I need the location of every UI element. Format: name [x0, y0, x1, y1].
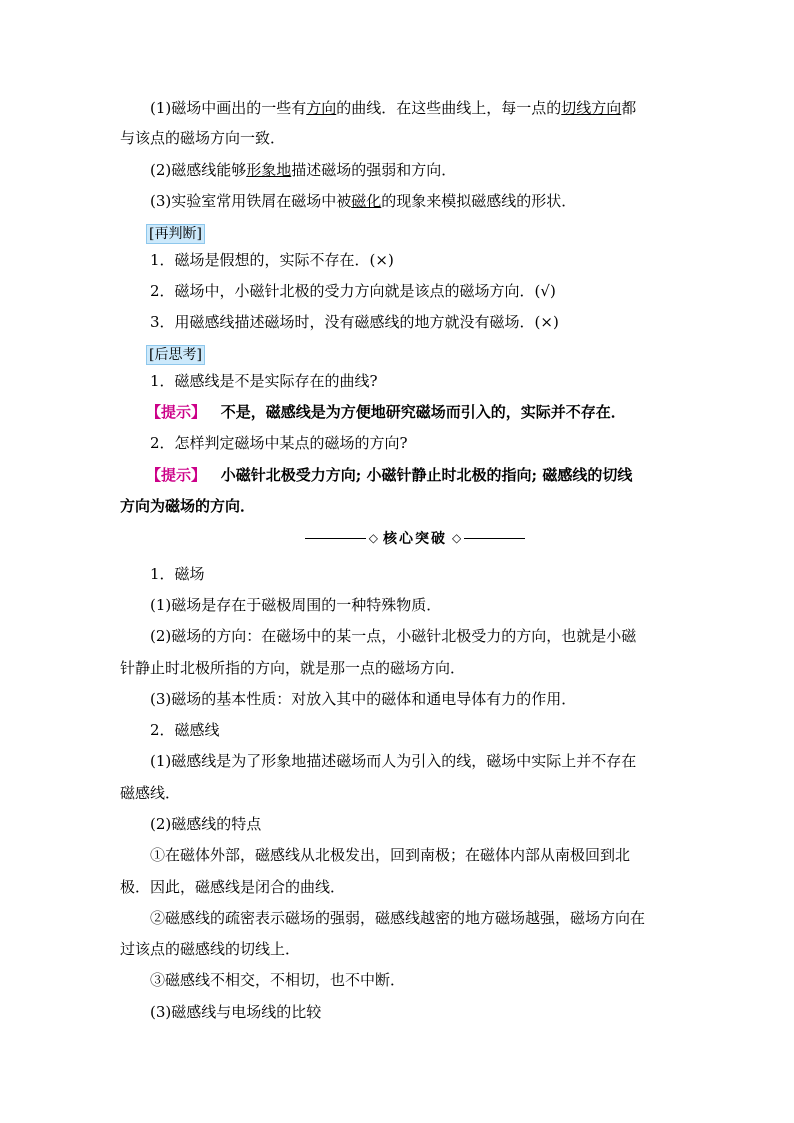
- paragraph-3: [150, 190, 684, 212]
- text: (3)实验室常用铁屑在磁场中被: [150, 192, 352, 210]
- judge-tag: [再判断]: [146, 224, 205, 244]
- core-1-1: (1)磁场是存在于磁极周围的一种特殊物质．: [150, 596, 442, 614]
- underlined-term: 切线方向: [561, 99, 622, 117]
- text: (2)磁感线能够: [150, 161, 247, 179]
- underlined-term: 方向: [306, 99, 337, 117]
- divider: [305, 538, 366, 539]
- text: 都: [621, 99, 637, 117]
- feature-1-line-2: 极．因此，磁感线是闭合的曲线．: [120, 878, 346, 896]
- think-section: [146, 343, 684, 365]
- core-section-header: [305, 528, 525, 548]
- core-1-2-line-1: (2)磁场的方向：在磁场中的某一点，小磁针北极受力的方向，也就是小磁: [150, 627, 637, 645]
- feature-1-line-1: ①在磁体外部，磁感线从北极发出，回到南极；在磁体内部从南极回到北: [150, 846, 631, 864]
- think-answer-1: [146, 401, 684, 423]
- think-question-1: 1．磁感线是不是实际存在的曲线?: [150, 372, 378, 390]
- think-tag: [后思考]: [146, 345, 205, 365]
- answer-text: 小磁针北极受力方向; 小磁针静止时北极的指向; 磁感线的切线: [220, 466, 633, 484]
- think-answer-2-line-2: 方向为磁场的方向．: [120, 497, 256, 515]
- section-title: 核心突破: [383, 531, 447, 547]
- text: 描述磁场的强弱和方向．: [291, 161, 457, 179]
- feature-2-line-1: ②磁感线的疏密表示磁场的强弱，磁感线越密的地方磁场越强，磁场方向在: [150, 909, 646, 927]
- paragraph-2: [150, 159, 684, 181]
- text: (1)磁场中画出的一些有: [150, 99, 307, 117]
- core-2-2: (2)磁感线的特点: [150, 815, 262, 833]
- answer-text: 不是，磁感线是为方便地研究磁场而引入的，实际并不存在．: [220, 403, 626, 421]
- hint-label: 【提示】: [146, 466, 207, 484]
- hint-label: 【提示】: [146, 403, 207, 421]
- judge-item-3: 3．用磁感线描述磁场时，没有磁感线的地方就没有磁场．(×): [150, 313, 559, 331]
- underlined-term: 磁化: [351, 192, 382, 210]
- paragraph-1-line-1: [150, 97, 684, 119]
- heading-field-lines: 2．磁感线: [150, 721, 220, 739]
- underlined-term: 形象地: [246, 161, 292, 179]
- feature-3: ③磁感线不相交，不相切，也不中断．: [150, 971, 406, 989]
- core-2-1-line-2: 磁感线．: [120, 784, 181, 802]
- core-2-1-line-1: (1)磁感线是为了形象地描述磁场而人为引入的线，磁场中实际上并不存在: [150, 752, 637, 770]
- diamond-icon: ◇: [368, 531, 378, 545]
- core-1-3: (3)磁场的基本性质：对放入其中的磁体和通电导体有力的作用．: [150, 690, 577, 708]
- core-2-3: (3)磁感线与电场线的比较: [150, 1003, 322, 1021]
- think-answer-2-line-1: [146, 464, 684, 486]
- diamond-icon: ◇: [452, 531, 462, 545]
- think-question-2: 2．怎样判定磁场中某点的磁场的方向?: [150, 434, 408, 452]
- divider: [464, 538, 525, 539]
- core-1-2-line-2: 针静止时北极所指的方向，就是那一点的磁场方向．: [120, 659, 466, 677]
- heading-magnetic-field: 1．磁场: [150, 565, 205, 583]
- text: 的曲线．在这些曲线上，每一点的: [336, 99, 562, 117]
- judge-section: [146, 222, 684, 244]
- judge-item-1: 1．磁场是假想的，实际不存在．(×): [150, 251, 394, 269]
- feature-2-line-2: 过该点的磁感线的切线上．: [120, 940, 301, 958]
- text: 的现象来模拟磁感线的形状．: [381, 192, 577, 210]
- judge-item-2: 2．磁场中，小磁针北极的受力方向就是该点的磁场方向．(√): [150, 282, 556, 300]
- paragraph-1-line-2: 与该点的磁场方向一致．: [120, 129, 286, 147]
